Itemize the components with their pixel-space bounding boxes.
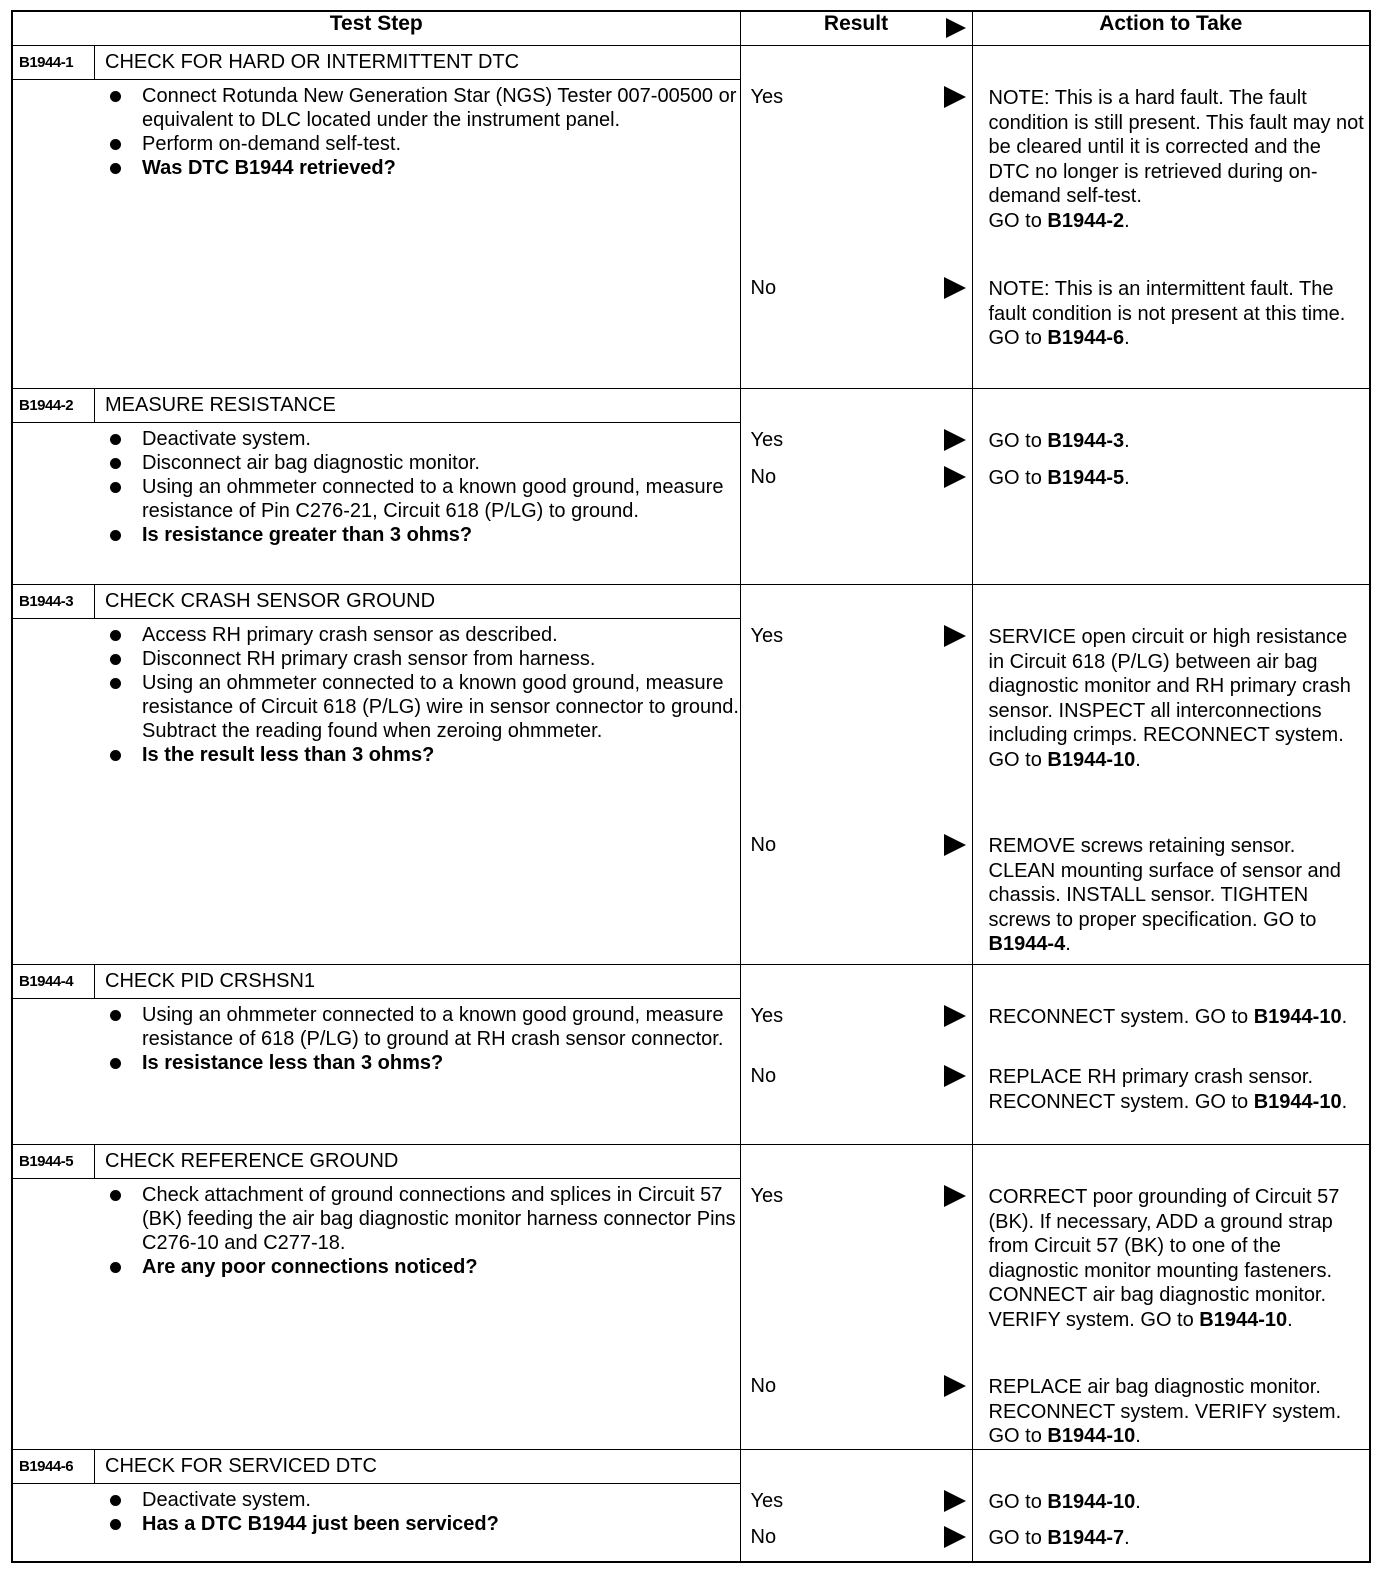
action-text: REMOVE screws retaining sensor. CLEAN mounting surface of sensor and chassis. INSTALL sensor. TIGHTEN screws to proper specification. bbox=[988, 835, 1341, 931]
diagnostic-table bbox=[11, 10, 1371, 1563]
result-label: Yes bbox=[750, 1185, 784, 1207]
arrow-right-icon bbox=[944, 625, 966, 647]
step-id: B1944-4 bbox=[13, 965, 95, 998]
result-item bbox=[751, 1375, 966, 1398]
result-label: No bbox=[750, 1526, 777, 1548]
step-id: B1944-5 bbox=[13, 1145, 95, 1178]
arrow-right-icon bbox=[944, 1375, 966, 1397]
action-punctuation: . bbox=[1124, 467, 1130, 489]
result-label: Yes bbox=[750, 429, 784, 451]
table-row bbox=[12, 1450, 1370, 1562]
result-label: No bbox=[750, 834, 777, 856]
step-bullet-list bbox=[13, 1183, 740, 1279]
action-step-reference: B1944-10 bbox=[1253, 1090, 1342, 1113]
step-title: CHECK FOR HARD OR INTERMITTENT DTC bbox=[105, 51, 520, 73]
step-question: Is the result less than 3 ohms? bbox=[108, 743, 740, 767]
result-label: No bbox=[750, 466, 777, 488]
action-step-reference: B1944-10 bbox=[1199, 1308, 1288, 1331]
action-step-reference: B1944-10 bbox=[1047, 748, 1136, 771]
step-instruction: Deactivate system. bbox=[108, 1488, 740, 1512]
step-question: Are any poor connections noticed? bbox=[108, 1255, 740, 1279]
action-item bbox=[989, 1490, 1367, 1515]
step-header bbox=[13, 46, 740, 80]
action-text: CORRECT poor grounding of Circuit 57 (BK). If necessary, ADD a ground strap from Circuit 57 (BK) to one of the diagnostic monitor mounting fasteners. CONNECT air bag diagnostic monitor. VERIFY system. bbox=[988, 1186, 1340, 1331]
arrow-right-icon bbox=[944, 1526, 966, 1548]
action-goto-text: GO to bbox=[988, 1425, 1048, 1447]
step-question: Is resistance less than 3 ohms? bbox=[108, 1051, 740, 1075]
action-item bbox=[989, 1526, 1367, 1551]
result-item bbox=[751, 1065, 966, 1088]
result-label: No bbox=[750, 277, 777, 299]
action-goto-text: GO to bbox=[1134, 1308, 1200, 1331]
step-header bbox=[13, 965, 740, 999]
result-cell bbox=[740, 1145, 972, 1450]
table-header-row bbox=[12, 11, 1370, 46]
arrow-right-icon bbox=[944, 277, 966, 299]
action-step-reference: B1944-7 bbox=[1047, 1527, 1125, 1549]
step-instruction: Disconnect RH primary crash sensor from harness. bbox=[108, 647, 740, 671]
header-test-step: Test Step bbox=[12, 11, 740, 46]
action-goto-text: GO to bbox=[1257, 908, 1317, 931]
step-question: Was DTC B1944 retrieved? bbox=[108, 156, 740, 180]
step-question: Is resistance greater than 3 ohms? bbox=[108, 523, 740, 547]
action-step-reference: B1944-6 bbox=[1047, 327, 1125, 349]
result-label: Yes bbox=[750, 86, 784, 108]
step-instruction: Access RH primary crash sensor as described. bbox=[108, 623, 740, 647]
action-punctuation: . bbox=[1341, 1090, 1348, 1113]
result-cell bbox=[740, 1450, 972, 1562]
action-item bbox=[989, 277, 1367, 351]
step-title: CHECK PID CRSHSN1 bbox=[105, 970, 316, 992]
action-text: NOTE: This is an intermittent fault. The fault condition is not present at this time. bbox=[988, 278, 1346, 325]
action-step-reference: B1944-10 bbox=[1047, 1491, 1136, 1513]
action-item bbox=[989, 1185, 1367, 1332]
step-id: B1944-3 bbox=[13, 585, 95, 618]
result-item bbox=[751, 466, 966, 489]
action-item bbox=[989, 466, 1367, 491]
action-step-reference: B1944-4 bbox=[988, 933, 1066, 955]
action-punctuation: . bbox=[1341, 1006, 1348, 1028]
step-title: CHECK REFERENCE GROUND bbox=[105, 1150, 399, 1172]
action-cell bbox=[972, 46, 1370, 389]
action-text: SERVICE open circuit or high resistance in Circuit 618 (P/LG) between air bag diagnostic monitor and RH primary crash sensor. INSPECT all interconnections including crimps. RECONNECT system. GO to bbox=[988, 626, 1351, 771]
step-instruction: Using an ohmmeter connected to a known good ground, measure resistance of Circuit 618 (P/LG) wire in sensor connector to ground. Subtract the reading found when zeroing ohmmeter. bbox=[108, 671, 740, 743]
result-item bbox=[751, 277, 966, 300]
action-item bbox=[989, 834, 1367, 957]
step-header bbox=[13, 1450, 740, 1484]
action-item bbox=[989, 1065, 1367, 1114]
action-text: RECONNECT system. GO to bbox=[988, 1006, 1249, 1028]
table-body bbox=[12, 46, 1370, 1562]
test-step-cell bbox=[12, 1145, 740, 1450]
table-row bbox=[12, 389, 1370, 585]
diagnostic-page bbox=[11, 10, 1369, 1563]
action-item bbox=[989, 86, 1367, 233]
action-goto-text: GO to bbox=[988, 430, 1048, 452]
result-cell bbox=[740, 585, 972, 965]
result-item bbox=[751, 1490, 966, 1513]
result-label: Yes bbox=[750, 625, 784, 647]
action-punctuation: . bbox=[1135, 1425, 1141, 1447]
step-bullet-list bbox=[13, 623, 740, 767]
arrow-right-icon bbox=[944, 834, 966, 856]
test-step-cell bbox=[12, 389, 740, 585]
action-step-reference: B1944-10 bbox=[1047, 1425, 1136, 1447]
step-id: B1944-6 bbox=[13, 1450, 95, 1483]
step-instruction: Using an ohmmeter connected to a known good ground, measure resistance of Pin C276-21, Circuit 618 (P/LG) to ground. bbox=[108, 475, 740, 523]
step-instruction: Deactivate system. bbox=[108, 427, 740, 451]
result-cell bbox=[740, 389, 972, 585]
action-cell bbox=[972, 389, 1370, 585]
table-row bbox=[12, 1145, 1370, 1450]
action-cell bbox=[972, 965, 1370, 1145]
action-step-reference: B1944-10 bbox=[1253, 1006, 1342, 1028]
step-title: CHECK FOR SERVICED DTC bbox=[105, 1455, 377, 1477]
test-step-cell bbox=[12, 965, 740, 1145]
step-id: B1944-2 bbox=[13, 389, 95, 422]
action-punctuation: . bbox=[1124, 430, 1130, 452]
step-question: Has a DTC B1944 just been serviced? bbox=[108, 1512, 740, 1536]
table-row bbox=[12, 585, 1370, 965]
arrow-right-icon bbox=[944, 466, 966, 488]
header-result-label: Result bbox=[823, 12, 889, 35]
step-instruction: Connect Rotunda New Generation Star (NGS) Tester 007-00500 or equivalent to DLC located under the instrument panel. bbox=[108, 84, 740, 132]
action-text: REPLACE air bag diagnostic monitor. RECONNECT system. VERIFY system. bbox=[988, 1376, 1342, 1423]
table-row bbox=[12, 965, 1370, 1145]
step-instruction: Perform on-demand self-test. bbox=[108, 132, 740, 156]
result-item bbox=[751, 625, 966, 648]
step-instruction: Disconnect air bag diagnostic monitor. bbox=[108, 451, 740, 475]
action-punctuation: . bbox=[1124, 209, 1130, 232]
arrow-right-icon bbox=[946, 18, 966, 38]
step-id: B1944-1 bbox=[13, 46, 95, 79]
action-item bbox=[989, 1005, 1367, 1030]
result-item bbox=[751, 1185, 966, 1208]
arrow-right-icon bbox=[944, 429, 966, 451]
result-item bbox=[751, 834, 966, 857]
test-step-cell bbox=[12, 46, 740, 389]
action-goto-text: GO to bbox=[988, 1527, 1048, 1549]
step-instruction: Check attachment of ground connections and splices in Circuit 57 (BK) feeding the air bag diagnostic monitor harness connector Pins C276-10 and C277-18. bbox=[108, 1183, 740, 1255]
action-punctuation: . bbox=[1124, 327, 1130, 349]
action-punctuation: . bbox=[1135, 1491, 1141, 1513]
step-bullet-list bbox=[13, 427, 740, 547]
action-cell bbox=[972, 1450, 1370, 1562]
result-label: Yes bbox=[750, 1005, 784, 1027]
action-item bbox=[989, 1375, 1367, 1449]
action-item bbox=[989, 429, 1367, 454]
action-punctuation: . bbox=[1065, 933, 1071, 955]
result-label: Yes bbox=[750, 1490, 784, 1512]
result-cell bbox=[740, 46, 972, 389]
step-title: MEASURE RESISTANCE bbox=[105, 394, 336, 416]
header-result bbox=[740, 11, 972, 46]
action-goto-text: GO to bbox=[988, 327, 1048, 349]
action-goto-text: to bbox=[1225, 1090, 1254, 1113]
action-goto-text: GO to bbox=[988, 209, 1048, 232]
result-cell bbox=[740, 965, 972, 1145]
step-instruction: Using an ohmmeter connected to a known good ground, measure resistance of 618 (P/LG) to ground at RH crash sensor connector. bbox=[108, 1003, 740, 1051]
action-step-reference: B1944-3 bbox=[1047, 430, 1125, 452]
header-action: Action to Take bbox=[972, 11, 1370, 46]
result-item bbox=[751, 429, 966, 452]
step-header bbox=[13, 585, 740, 619]
step-bullet-list bbox=[13, 1488, 740, 1536]
result-item bbox=[751, 1005, 966, 1028]
arrow-right-icon bbox=[944, 86, 966, 108]
arrow-right-icon bbox=[944, 1065, 966, 1087]
action-punctuation: . bbox=[1124, 1527, 1130, 1549]
result-item bbox=[751, 86, 966, 109]
action-goto-text: GO to bbox=[988, 467, 1048, 489]
test-step-cell bbox=[12, 1450, 740, 1562]
result-item bbox=[751, 1526, 966, 1549]
arrow-right-icon bbox=[944, 1490, 966, 1512]
arrow-right-icon bbox=[944, 1185, 966, 1207]
arrow-right-icon bbox=[944, 1005, 966, 1027]
action-punctuation: . bbox=[1287, 1308, 1293, 1331]
step-bullet-list bbox=[13, 84, 740, 180]
result-label: No bbox=[750, 1065, 777, 1087]
action-goto-text: GO to bbox=[988, 1491, 1048, 1513]
action-item bbox=[989, 625, 1367, 772]
step-title: CHECK CRASH SENSOR GROUND bbox=[105, 590, 436, 612]
result-label: No bbox=[750, 1375, 777, 1397]
action-cell bbox=[972, 1145, 1370, 1450]
action-cell bbox=[972, 585, 1370, 965]
test-step-cell bbox=[12, 585, 740, 965]
table-row bbox=[12, 46, 1370, 389]
action-punctuation: . bbox=[1135, 748, 1141, 771]
step-header bbox=[13, 1145, 740, 1179]
action-step-reference: B1944-2 bbox=[1047, 209, 1125, 232]
action-text: NOTE: This is a hard fault. The fault condition is still present. This fault may not be cleared until it is corrected and the DTC no longer is retrieved during on-demand self-test. bbox=[988, 87, 1364, 207]
step-header bbox=[13, 389, 740, 423]
action-text: REPLACE RH primary crash sensor. RECONNECT system. GO bbox=[988, 1066, 1314, 1113]
step-bullet-list bbox=[13, 1003, 740, 1075]
action-step-reference: B1944-5 bbox=[1047, 467, 1125, 489]
